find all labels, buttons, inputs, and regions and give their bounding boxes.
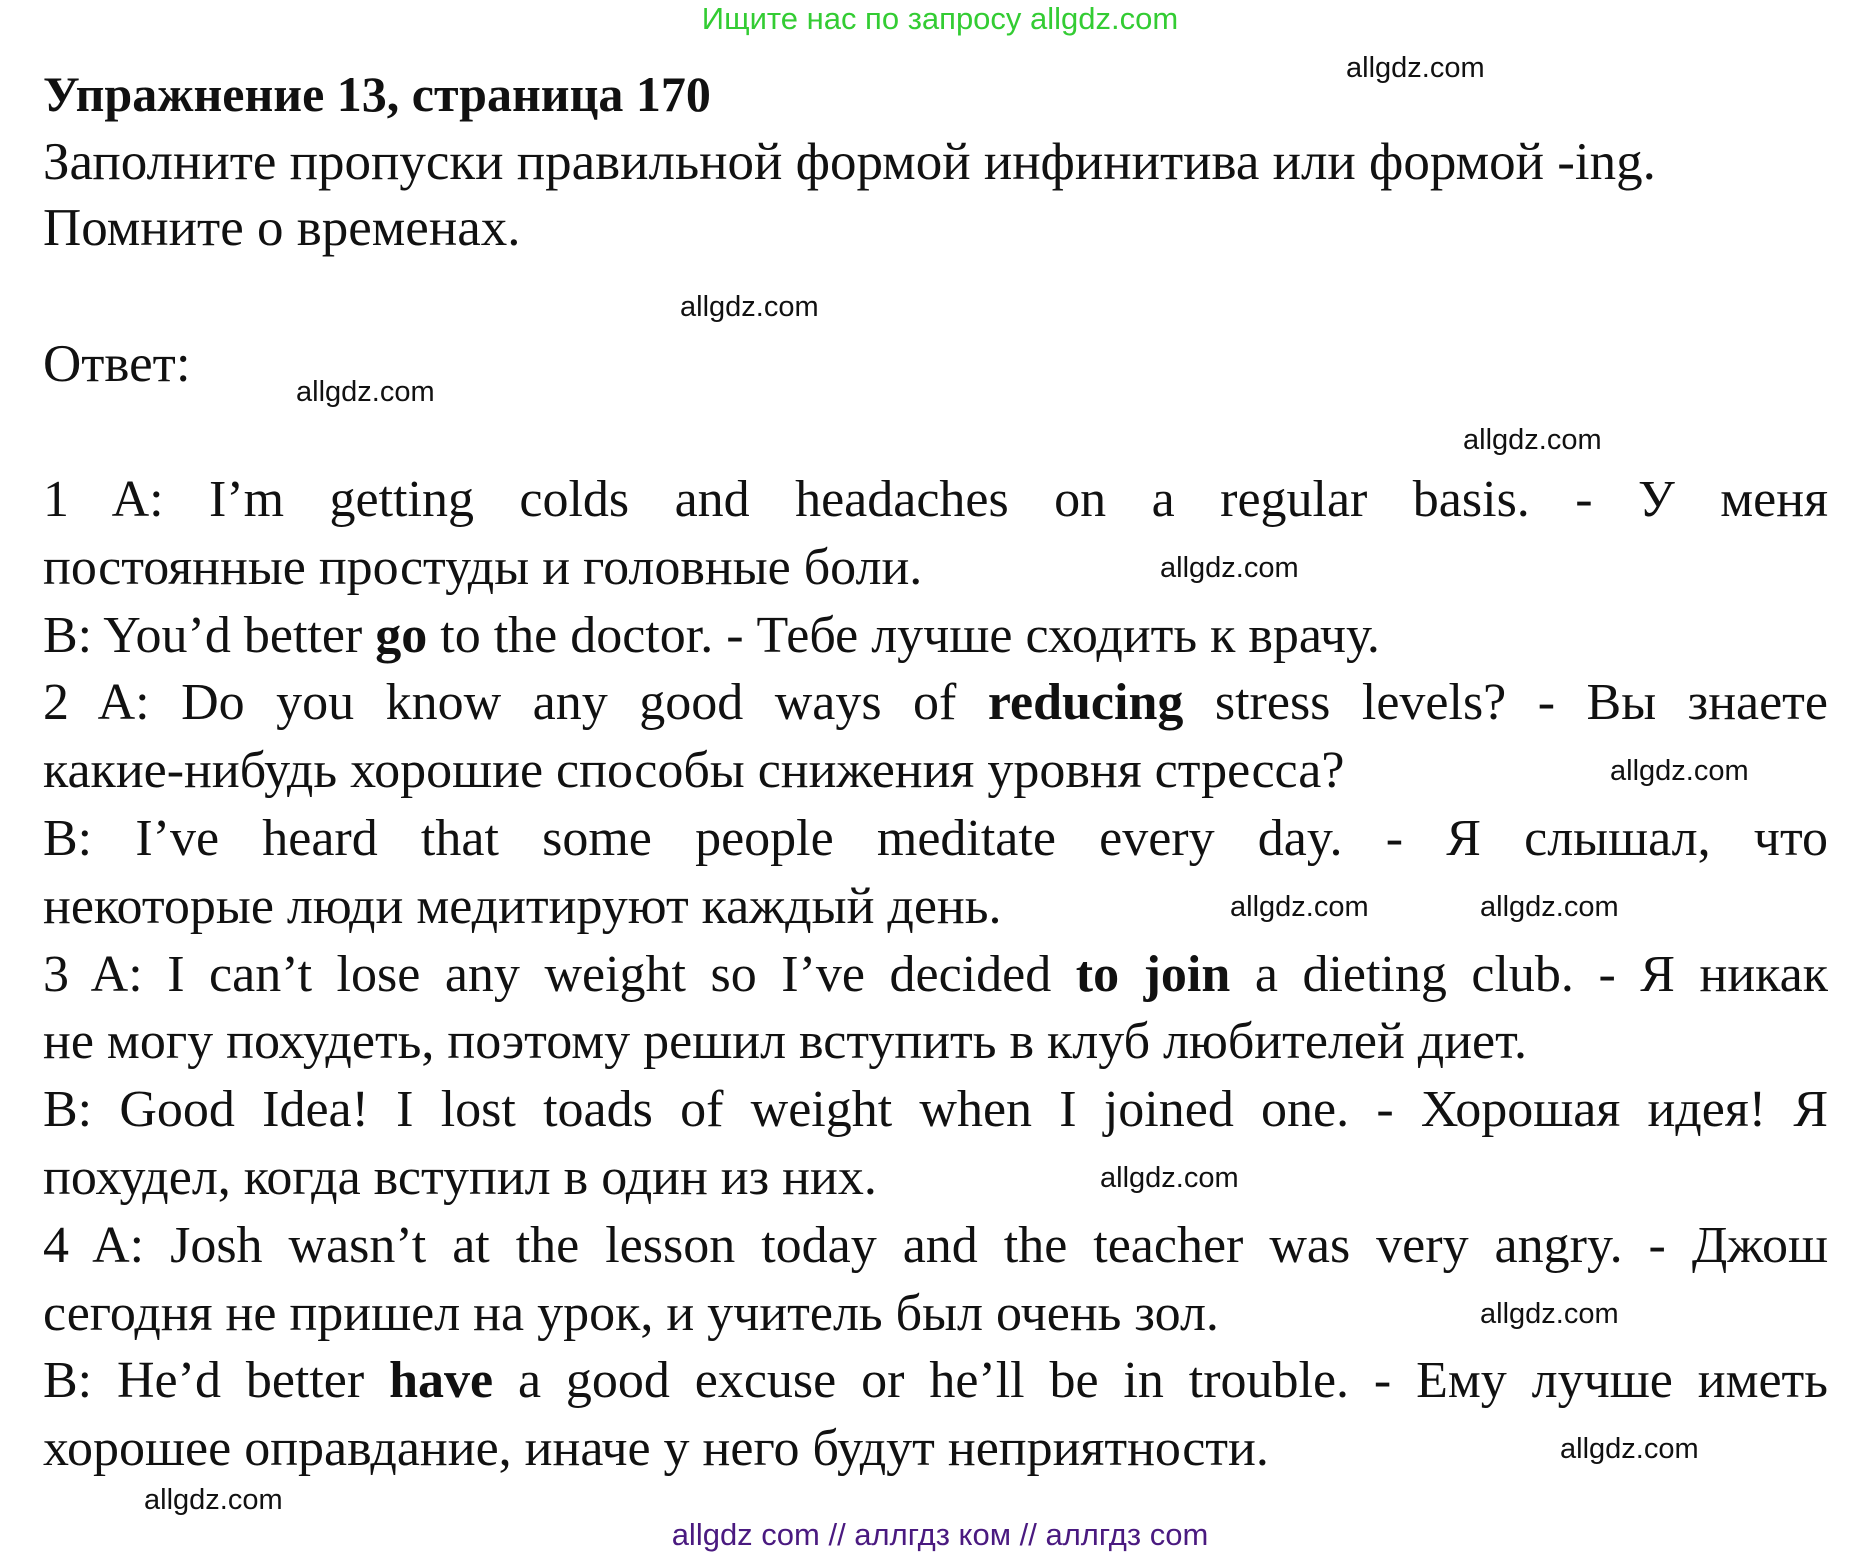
answer-text: B: I’ve heard that some people meditate every day. - Я слышал, что — [43, 810, 1828, 867]
answer-line — [43, 534, 1828, 602]
answer-line — [43, 466, 1828, 534]
watermark: allgdz.com — [144, 1484, 283, 1516]
watermark: allgdz.com — [1160, 552, 1299, 584]
answer-text: B: You’d better — [43, 606, 376, 664]
watermark: allgdz.com — [680, 291, 819, 323]
answer-text: постоянные простуды и головные боли. — [43, 538, 923, 596]
footer-site-note: allgdz com // аллгдз ком // аллгдз com — [671, 1517, 1209, 1552]
exercise-title: Упражнение 13, страница 170 — [43, 66, 711, 122]
watermark: allgdz.com — [1560, 1433, 1699, 1465]
answer-text: похудел, когда вступил в один из них. — [43, 1149, 877, 1206]
answer-highlight: go — [375, 606, 428, 664]
answer-text: B: He’d better — [43, 1352, 390, 1410]
answer-text: 1 A: I’m getting colds and headaches on a regular basis. - У меня — [43, 471, 1828, 528]
answer-text: сегодня не пришел на урок, и учитель был очень зол. — [43, 1284, 1219, 1342]
answer-line — [43, 602, 1828, 670]
answer-line — [43, 1008, 1828, 1076]
watermark: allgdz.com — [1346, 52, 1485, 84]
answer-line — [43, 1076, 1828, 1144]
answer-text: to the doctor. - Тебе лучше сходить к врачу. — [427, 606, 1380, 664]
watermark: allgdz.com — [1463, 424, 1602, 456]
answer-text: какие-нибудь хорошие способы снижения уровня стресса? — [43, 742, 1345, 800]
search-hint-banner: Ищите нас по запросу allgdz.com — [701, 1, 1179, 36]
answer-text: 4 A: Josh wasn’t at the lesson today and the teacher was very angry. - Джош — [43, 1216, 1828, 1274]
answer-text: хорошее оправдание, иначе у него будут неприятности. — [43, 1420, 1269, 1478]
watermark: allgdz.com — [1480, 1298, 1619, 1330]
answer-label: Ответ: — [43, 335, 191, 393]
answer-text: некоторые люди медитируют каждый день. — [43, 877, 1002, 935]
watermark: allgdz.com — [1480, 891, 1619, 923]
answer-line — [43, 941, 1828, 1009]
answer-text: 2 A: Do you know any good ways of — [43, 674, 988, 732]
answer-highlight: reducing — [987, 674, 1184, 732]
watermark: allgdz.com — [1610, 755, 1749, 787]
answer-highlight: to join — [1075, 945, 1231, 1003]
answer-text: B: Good Idea! I lost toads of weight when I joined one. - Хорошая идея! Я — [43, 1081, 1828, 1139]
answer-line — [43, 737, 1828, 805]
instruction-line-1: Заполните пропуски правильной формой инфинитива или формой -ing. — [43, 133, 1656, 191]
instruction-line-2: Помните о временах. — [43, 199, 521, 257]
answer-text: a dieting club. - Я никак — [1230, 945, 1828, 1003]
watermark: allgdz.com — [1100, 1162, 1239, 1194]
answer-text: stress levels? - Вы знаете — [1183, 674, 1828, 732]
answer-text: a good excuse or he’ll be in trouble. - Ему лучше иметь — [493, 1352, 1828, 1410]
answer-line — [43, 805, 1828, 873]
watermark: allgdz.com — [1230, 891, 1369, 923]
answer-line — [43, 1212, 1828, 1280]
answer-line — [43, 669, 1828, 737]
answer-text: не могу похудеть, поэтому решил вступить в клуб любителей диет. — [43, 1013, 1527, 1071]
answer-line — [43, 1347, 1828, 1415]
answer-highlight: have — [389, 1352, 494, 1410]
watermark: allgdz.com — [296, 376, 435, 408]
answer-text: 3 A: I can’t lose any weight so I’ve decided — [43, 945, 1076, 1003]
answer-line — [43, 1144, 1828, 1212]
